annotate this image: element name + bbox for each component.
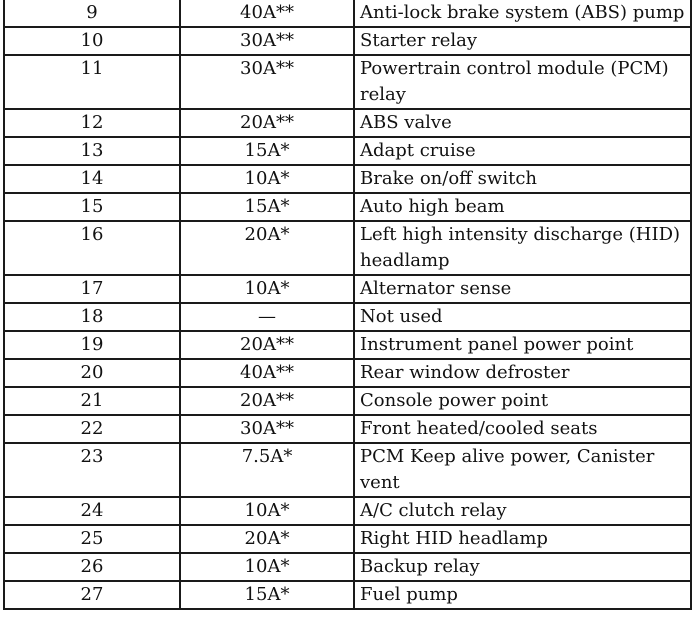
table-row [4, 581, 691, 609]
table-row [4, 109, 691, 137]
fuse-rating-cell: 15A* [180, 137, 354, 165]
table-row [4, 415, 691, 443]
circuit-protected-cell: Right HID headlamp [354, 525, 691, 553]
circuit-protected-cell: Instrument panel power point [354, 331, 691, 359]
fuse-number-cell: 20 [4, 359, 180, 387]
fuse-number-cell: 27 [4, 581, 180, 609]
circuit-protected-cell: Anti-lock brake system (ABS) pump [354, 0, 691, 27]
table-row [4, 387, 691, 415]
circuit-protected-cell: Alternator sense [354, 275, 691, 303]
fuse-rating-cell: 7.5A* [180, 443, 354, 497]
fuse-table [3, 0, 692, 610]
table-row [4, 331, 691, 359]
table-row [4, 359, 691, 387]
fuse-number-cell: 16 [4, 221, 180, 275]
circuit-protected-cell: Rear window defroster [354, 359, 691, 387]
fuse-table-body [4, 0, 691, 609]
fuse-number-cell: 26 [4, 553, 180, 581]
table-row [4, 497, 691, 525]
circuit-protected-cell: Not used [354, 303, 691, 331]
circuit-protected-cell: Front heated/cooled seats [354, 415, 691, 443]
table-row [4, 525, 691, 553]
circuit-protected-cell: Powertrain control module (PCM) relay [354, 55, 691, 109]
fuse-rating-cell: 20A** [180, 387, 354, 415]
fuse-number-cell: 12 [4, 109, 180, 137]
table-row [4, 221, 691, 275]
fuse-number-cell: 22 [4, 415, 180, 443]
fuse-number-cell: 17 [4, 275, 180, 303]
fuse-number-cell: 25 [4, 525, 180, 553]
fuse-rating-cell: 10A* [180, 275, 354, 303]
table-row [4, 27, 691, 55]
table-row [4, 193, 691, 221]
fuse-rating-cell: 15A* [180, 581, 354, 609]
fuse-number-cell: 19 [4, 331, 180, 359]
table-row [4, 553, 691, 581]
fuse-rating-cell: — [180, 303, 354, 331]
table-row [4, 275, 691, 303]
circuit-protected-cell: Fuel pump [354, 581, 691, 609]
fuse-number-cell: 21 [4, 387, 180, 415]
circuit-protected-cell: Adapt cruise [354, 137, 691, 165]
circuit-protected-cell: ABS valve [354, 109, 691, 137]
circuit-protected-cell: Starter relay [354, 27, 691, 55]
fuse-number-cell: 9 [4, 0, 180, 27]
circuit-protected-cell: PCM Keep alive power, Canister vent [354, 443, 691, 497]
fuse-rating-cell: 20A* [180, 221, 354, 275]
table-row [4, 165, 691, 193]
table-row [4, 0, 691, 27]
fuse-rating-cell: 10A* [180, 165, 354, 193]
fuse-number-cell: 14 [4, 165, 180, 193]
fuse-rating-cell: 20A** [180, 109, 354, 137]
circuit-protected-cell: Brake on/off switch [354, 165, 691, 193]
table-row [4, 303, 691, 331]
fuse-number-cell: 13 [4, 137, 180, 165]
fuse-rating-cell: 30A** [180, 55, 354, 109]
fuse-number-cell: 11 [4, 55, 180, 109]
fuse-rating-cell: 10A* [180, 553, 354, 581]
fuse-number-cell: 10 [4, 27, 180, 55]
fuse-rating-cell: 30A** [180, 27, 354, 55]
circuit-protected-cell: Left high intensity discharge (HID) headlamp [354, 221, 691, 275]
circuit-protected-cell: Backup relay [354, 553, 691, 581]
fuse-rating-cell: 20A* [180, 525, 354, 553]
circuit-protected-cell: A/C clutch relay [354, 497, 691, 525]
table-row [4, 137, 691, 165]
fuse-number-cell: 18 [4, 303, 180, 331]
table-row [4, 443, 691, 497]
circuit-protected-cell: Auto high beam [354, 193, 691, 221]
fuse-rating-cell: 40A** [180, 359, 354, 387]
fuse-rating-cell: 15A* [180, 193, 354, 221]
fuse-rating-cell: 10A* [180, 497, 354, 525]
circuit-protected-cell: Console power point [354, 387, 691, 415]
fuse-rating-cell: 40A** [180, 0, 354, 27]
fuse-number-cell: 23 [4, 443, 180, 497]
fuse-rating-cell: 20A** [180, 331, 354, 359]
fuse-number-cell: 15 [4, 193, 180, 221]
fuse-number-cell: 24 [4, 497, 180, 525]
fuse-rating-cell: 30A** [180, 415, 354, 443]
table-row [4, 55, 691, 109]
